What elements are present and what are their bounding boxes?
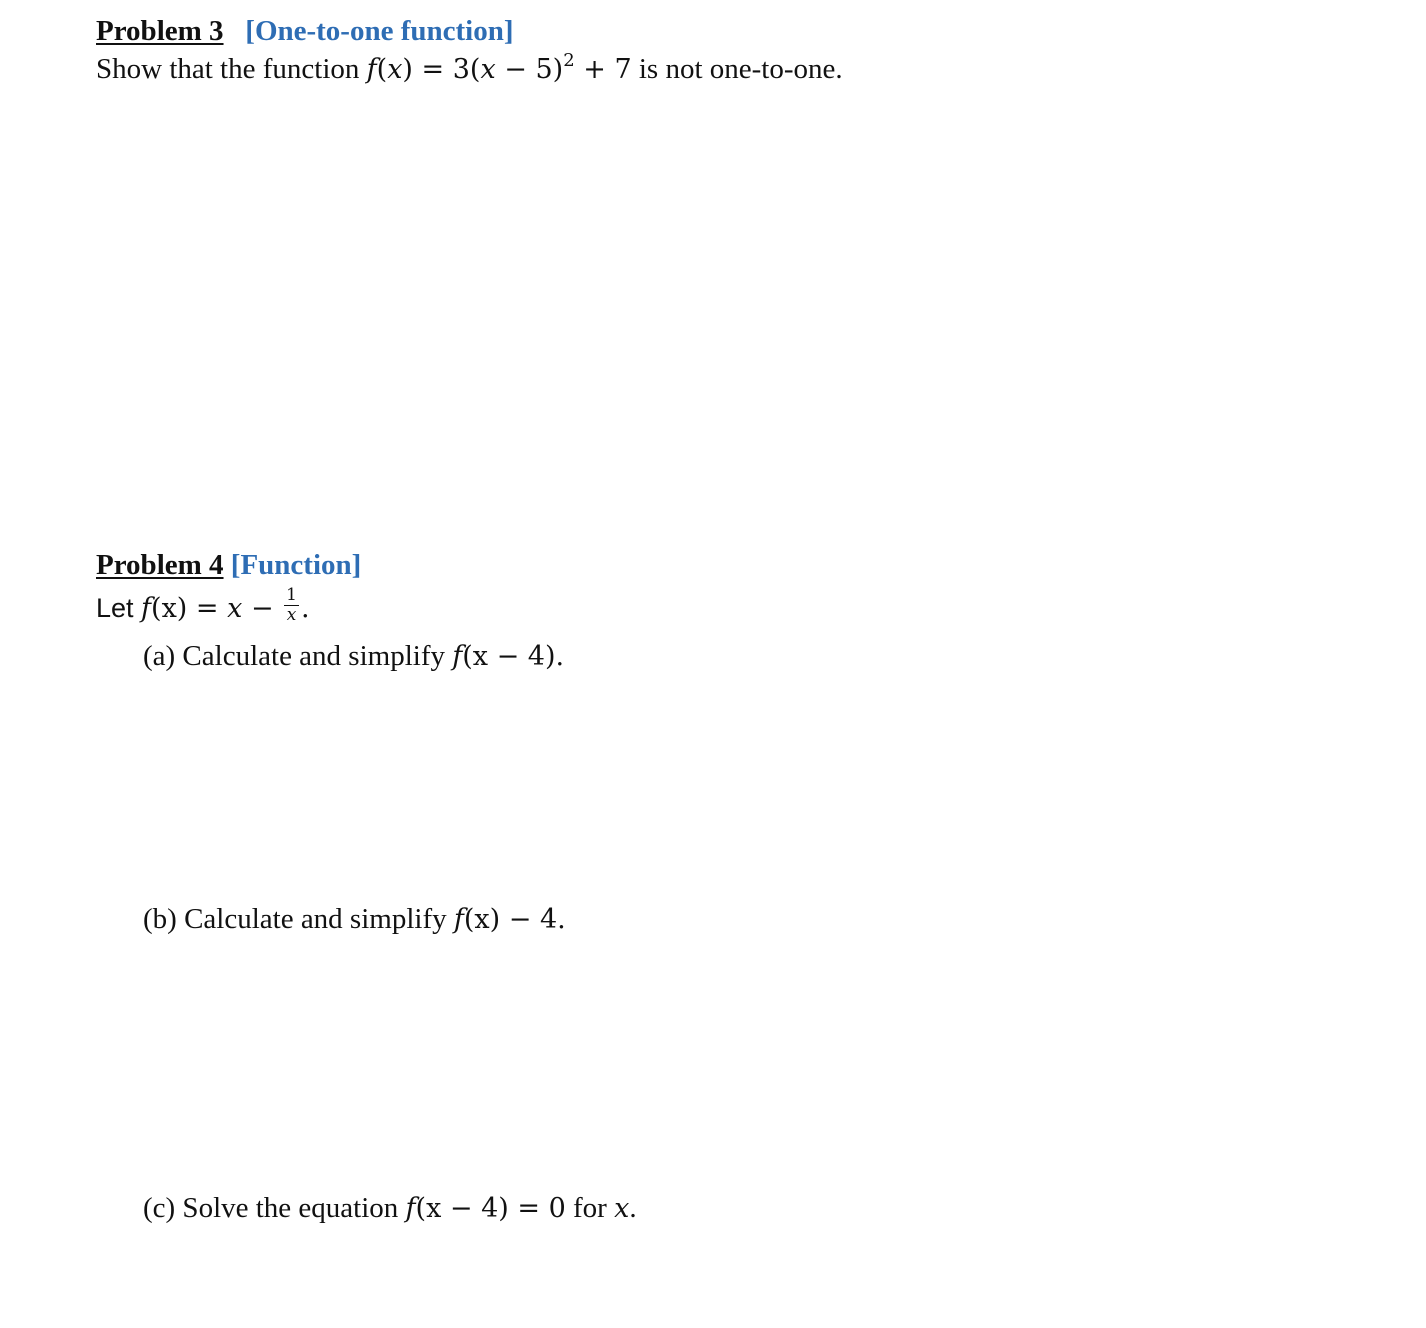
part-c-label: (c) Solve the equation bbox=[143, 1192, 406, 1224]
problem-3-statement-prefix: Show that the function bbox=[96, 53, 367, 85]
part-c-end: . bbox=[629, 1192, 637, 1224]
problem-3-topic: [One-to-one function] bbox=[245, 15, 514, 47]
problem-3-label: Problem 3 bbox=[96, 15, 224, 47]
part-c-var: x bbox=[614, 1193, 630, 1224]
problem-3-statement bbox=[96, 51, 843, 88]
part-a-formula: f(x − 4). bbox=[452, 641, 565, 672]
part-c-formula: f(x − 4) = 0 bbox=[405, 1193, 566, 1224]
problem-4-part-c bbox=[143, 1190, 637, 1227]
problem-4-def-formula: f(x) = x − $\frac{1}{x}$ . bbox=[141, 585, 310, 625]
fraction-one-over-x: $\frac{1}{x}$ bbox=[286, 585, 297, 625]
part-b-label: (b) Calculate and simplify bbox=[143, 903, 454, 935]
problem-4-part-a bbox=[143, 638, 564, 675]
part-c-suffix: for bbox=[565, 1192, 615, 1224]
problem-4-def-prefix: Let bbox=[96, 593, 142, 623]
problem-4-heading bbox=[96, 548, 361, 582]
part-a-label: (a) Calculate and simplify bbox=[143, 640, 453, 672]
problem-4 bbox=[96, 548, 361, 628]
problem-3-formula: $f(x) = 3(x - 5)^2 + 7$ bbox=[366, 50, 632, 85]
problem-3-heading bbox=[96, 14, 843, 48]
problem-3-statement-suffix: is not one-to-one. bbox=[631, 53, 843, 85]
problem-4-definition bbox=[96, 585, 361, 628]
problem-4-label: Problem 4 bbox=[96, 549, 224, 581]
problem-3 bbox=[96, 14, 843, 88]
problem-4-topic: [Function] bbox=[230, 549, 362, 581]
problem-4-part-b bbox=[143, 901, 566, 938]
part-b-formula: f(x) − 4. bbox=[453, 904, 566, 935]
